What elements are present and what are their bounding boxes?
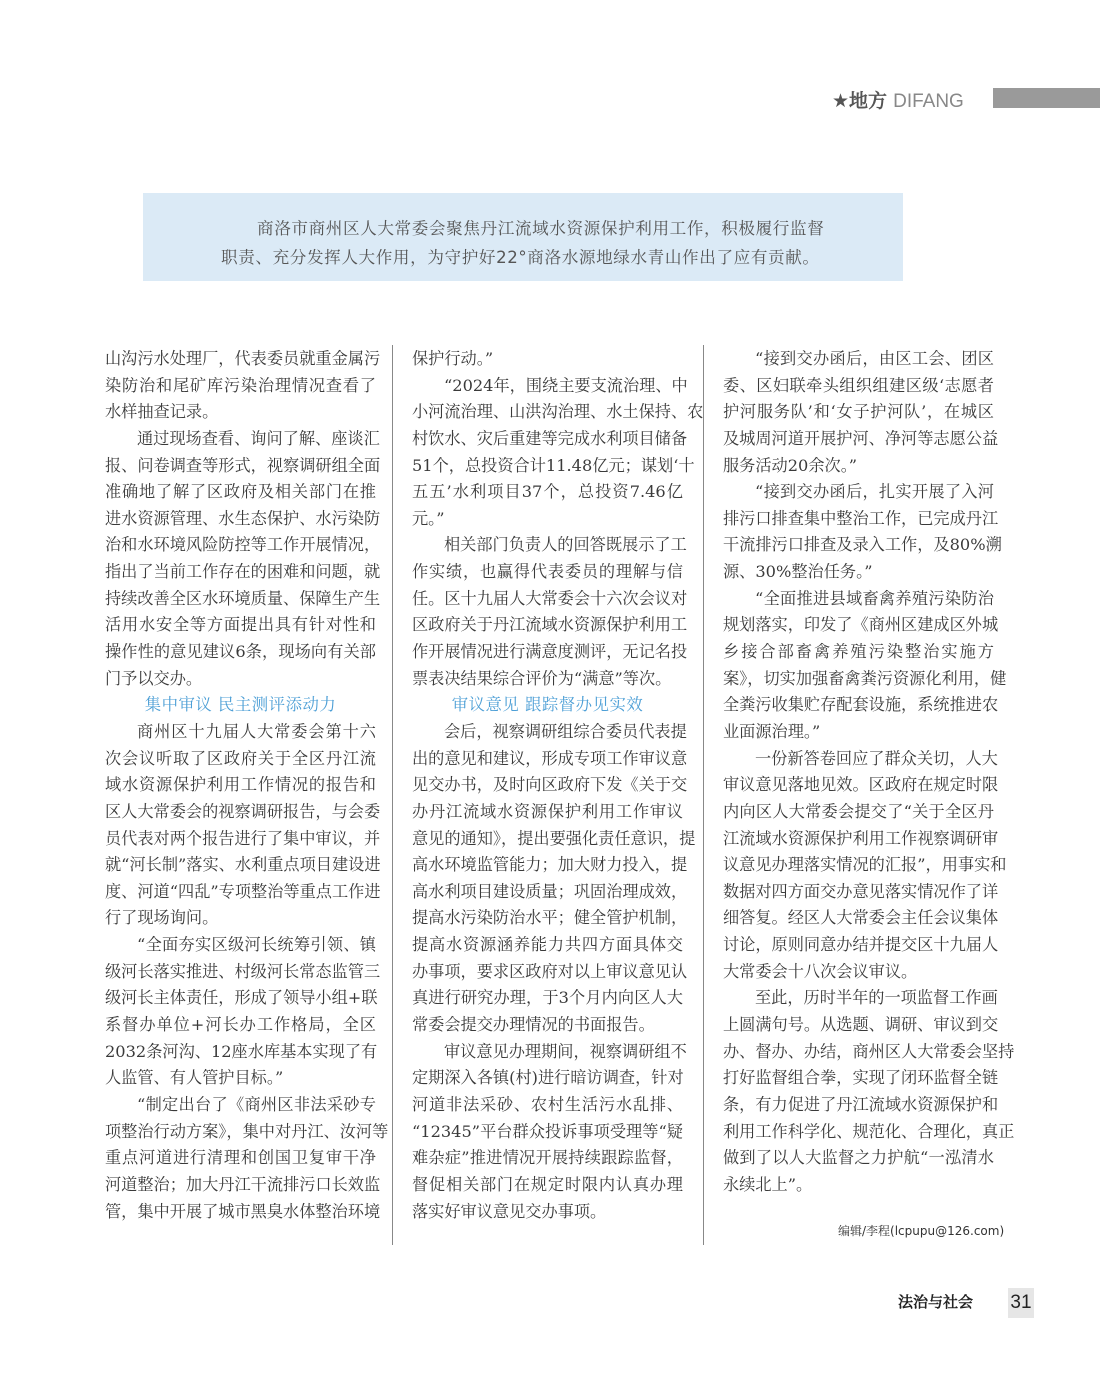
text-line: “全面夯实区级河长统筹引领、镇 — [137, 935, 376, 955]
text-line: 讨论，原则同意办结并提交区十九届人 — [723, 935, 999, 955]
text-line: 真进行研究办理，于3个月内向区人大 — [412, 988, 683, 1008]
text-line: 及城周河道开展护河、净河等志愿公益 — [723, 428, 999, 448]
text-line: 操作性的意见建议6条，现场向有关部 — [105, 642, 376, 662]
text-line: “全面推进县域畜禽养殖污染防治 — [755, 588, 994, 608]
text-column-2 — [412, 346, 704, 1225]
text-line: 门予以交办。 — [105, 668, 203, 688]
text-line: 难杂症”推进情况开展持续跟踪监督， — [412, 1148, 683, 1168]
text-line: 元。” — [412, 508, 445, 528]
text-line: 排污口排查集中整治工作，已完成丹江 — [723, 508, 999, 528]
text-line: 管，集中开展了城市黑臭水体整治环境 — [105, 1201, 381, 1221]
text-line: 次会议听取了区政府关于全区丹江流 — [105, 748, 376, 768]
paragraph — [723, 746, 1007, 986]
text-line: 作开展情况进行满意度测评，无记名投 — [412, 642, 688, 662]
paragraph — [105, 426, 381, 692]
column-divider — [392, 345, 393, 1245]
text-line: 业面源治理。” — [723, 721, 821, 741]
text-line: 人监管、有人管护目标。” — [105, 1068, 284, 1088]
summary-line: 职责、充分发挥人大作用，为守护好22°商洛水源地绿水青山作出了应有贡献。 — [221, 248, 820, 267]
paragraph — [412, 346, 683, 373]
text-line: 小河流治理、山洪沟治理、水土保持、农 — [412, 402, 704, 422]
text-line: 江流域水资源保护利用工作视察调研审 — [723, 828, 999, 848]
text-line: 染防治和尾矿库污染治理情况查看了 — [105, 375, 376, 395]
section-heading: 集中审议 民主测评添动力 — [144, 695, 337, 715]
section-heading: 审议意见 跟踪督办见实效 — [451, 695, 644, 715]
text-line: 永续北上”。 — [723, 1174, 813, 1194]
text-line: 督促相关部门在规定时限内认真办理 — [412, 1174, 683, 1194]
text-line: 域水资源保护利用工作情况的报告和 — [105, 775, 376, 795]
section-title-cn: 地方 — [849, 90, 888, 112]
text-line: 报、问卷调查等形式，视察调研组全面 — [105, 455, 381, 475]
text-line: 活用水安全等方面提出具有针对性和 — [105, 615, 376, 635]
paragraph — [412, 532, 688, 692]
page-number: 31 — [1008, 1288, 1034, 1318]
text-line: 全粪污收集贮存配套设施，系统推进农 — [723, 695, 999, 715]
text-line: “接到交办函后，扎实开展了入河 — [755, 482, 994, 502]
text-line: 办丹江流域水资源保护利用工作审议 — [412, 801, 683, 821]
column-divider — [703, 345, 704, 1245]
text-line: 条，有力促进了丹江流域水资源保护和 — [723, 1094, 999, 1114]
text-line: 见交办书，及时向区政府下发《关于交 — [412, 775, 688, 795]
text-line: 进水资源管理、水生态保护、水污染防 — [105, 508, 381, 528]
text-line: 度、河道“四乱”专项整治等重点工作进 — [105, 881, 381, 901]
text-line: 大常委会十八次会议审议。 — [723, 961, 918, 981]
text-line: 一份新答卷回应了群众关切，人大 — [755, 748, 998, 768]
paragraph — [412, 719, 696, 1039]
text-line: 上圆满句号。从选题、调研、审议到交 — [723, 1015, 999, 1035]
text-line: 办事项，要求区政府对以上审议意见认 — [412, 961, 688, 981]
paragraph — [105, 932, 381, 1092]
text-line: 行了现场询问。 — [105, 908, 219, 928]
text-column-1 — [105, 346, 389, 1225]
text-line: 乡接合部畜禽养殖污染整治实施方 — [723, 642, 994, 662]
magazine-name: 法治与社会 — [898, 1293, 974, 1311]
paragraph — [105, 346, 381, 426]
text-line: 服务活动20余次。” — [723, 455, 858, 475]
text-line: “12345”平台群众投诉事项受理等“疑 — [412, 1121, 683, 1141]
paragraph — [723, 346, 999, 479]
text-line: 办、督办、办结，商州区人大常委会坚持 — [723, 1041, 1015, 1061]
text-line: 2032条河沟、12座水库基本实现了有 — [105, 1041, 378, 1061]
paragraph — [723, 586, 1007, 746]
text-line: 审议意见办理期间，视察调研组不 — [444, 1041, 687, 1061]
text-line: 就“河长制”落实、水利重点项目建设进 — [105, 855, 381, 875]
text-line: 员代表对两个报告进行了集中审议，并 — [105, 828, 381, 848]
header-bar — [993, 88, 1100, 108]
text-line: 河道非法采砂、农村生活污水乱排、 — [412, 1094, 683, 1114]
paragraph — [723, 479, 1002, 586]
text-line: 内向区人大常委会提交了“关于全区丹 — [723, 801, 994, 821]
text-line: 级河长落实推进、村级河长常态监管三 — [105, 961, 381, 981]
text-line: 委、区妇联牵头组织组建区级‘志愿者 — [723, 375, 994, 395]
text-column-3 — [723, 346, 1015, 1199]
text-line: 出的意见和建议，形成专项工作审议意 — [412, 748, 688, 768]
text-line: 打好监督组合拳，实现了闭环监督全链 — [723, 1068, 999, 1088]
star-icon: ★ — [832, 90, 850, 112]
section-title-en: DIFANG — [893, 91, 964, 112]
text-line: 会后，视察调研组综合委员代表提 — [444, 721, 687, 741]
text-line: 提高水污染防治水平；健全管护机制， — [412, 908, 688, 928]
text-line: 高水利项目建设质量；巩固治理成效， — [412, 881, 688, 901]
text-line: 案》，切实加强畜禽粪污资源化利用，健 — [723, 668, 1007, 688]
text-line: 审议意见落地见效。区政府在规定时限 — [723, 775, 999, 795]
text-line: 相关部门负责人的回答既展示了工 — [444, 535, 687, 555]
text-line: 治和水环境风险防控等工作开展情况， — [105, 535, 381, 555]
section-header — [832, 86, 964, 113]
text-line: 票表决结果综合评价为“满意”等次。 — [412, 668, 672, 688]
text-line: 51个，总投资合计11.48亿元；谋划‘十 — [412, 455, 695, 475]
paragraph — [105, 719, 381, 932]
paragraph — [412, 373, 704, 533]
text-line: 至此，历时半年的一项监督工作画 — [755, 988, 998, 1008]
text-line: 重点河道进行清理和创国卫复审干净 — [105, 1148, 376, 1168]
text-line: 做到了以人大监督之力护航“一泓清水 — [723, 1148, 994, 1168]
text-line: 准确地了解了区政府及相关部门在推 — [105, 482, 376, 502]
text-line: “接到交办函后，由区工会、团区 — [755, 349, 994, 368]
text-line: 持续改善全区水环境质量、保障生产生 — [105, 588, 381, 608]
text-line: 议意见办理落实情况的汇报”，用事实和 — [723, 855, 1007, 875]
text-line: 级河长主体责任，形成了领导小组+联 — [105, 988, 378, 1008]
paragraph — [412, 1039, 687, 1225]
text-line: 作实绩，也赢得代表委员的理解与信 — [412, 562, 683, 582]
text-line: 规划落实，印发了《商州区建成区外城 — [723, 615, 999, 635]
editor-credit: 编辑/李程(lcpupu@126.com) — [838, 1224, 1005, 1238]
text-line: 五五’水利项目37个，总投资7.46亿 — [412, 482, 683, 502]
text-line: 山沟污水处理厂，代表委员就重金属污 — [105, 349, 381, 368]
text-line: “制定出台了《商州区非法采砂专 — [137, 1094, 376, 1114]
text-line: 细答复。经区人大常委会主任会议集体 — [723, 908, 999, 928]
text-line: 定期深入各镇(村)进行暗访调查，针对 — [412, 1068, 684, 1088]
text-line: 意见的通知》，提出要强化责任意识，提 — [412, 828, 696, 848]
text-line: “2024年，围绕主要支流治理、中 — [444, 375, 688, 395]
paragraph — [723, 985, 1015, 1198]
text-line: 通过现场查看、询问了解、座谈汇 — [137, 428, 380, 448]
text-line: 系督办单位+河长办工作格局，全区 — [105, 1015, 376, 1035]
article-summary — [143, 193, 903, 281]
text-line: 源、30%整治任务。” — [723, 562, 873, 582]
summary-line: 商洛市商州区人大常委会聚焦丹江流域水资源保护利用工作，积极履行监督 — [257, 219, 825, 238]
text-line: 商州区十九届人大常委会第十六 — [137, 721, 376, 741]
text-line: 区人大常委会的视察调研报告，与会委 — [105, 801, 381, 821]
text-line: 护河服务队’和‘女子护河队’，在城区 — [723, 402, 994, 422]
text-line: 数据对四方面交办意见落实情况作了详 — [723, 881, 999, 901]
text-line: 区政府关于丹江流域水资源保护利用工 — [412, 615, 688, 635]
text-line: 干流排污口排查及录入工作，及80%溯 — [723, 535, 1002, 555]
text-line: 村饮水、灾后重建等完成水利项目储备 — [412, 428, 688, 448]
text-line: 水样抽查记录。 — [105, 402, 219, 422]
text-line: 利用工作科学化、规范化、合理化，真正 — [723, 1121, 1015, 1141]
text-line: 河道整治；加大丹江干流排污口长效监 — [105, 1174, 381, 1194]
text-line: 落实好审议意见交办事项。 — [412, 1201, 607, 1221]
text-line: 提高水资源涵养能力共四方面具体交 — [412, 935, 683, 955]
text-line: 保护行动。” — [412, 349, 494, 368]
paragraph — [105, 1092, 389, 1225]
text-line: 常委会提交办理情况的书面报告。 — [412, 1015, 655, 1035]
text-line: 项整治行动方案》，集中对丹江、汝河等 — [105, 1121, 389, 1141]
text-line: 任。区十九届人大常委会十六次会议对 — [412, 588, 688, 608]
text-line: 高水环境监管能力；加大财力投入，提 — [412, 855, 688, 875]
text-line: 指出了当前工作存在的困难和问题，就 — [105, 562, 381, 582]
